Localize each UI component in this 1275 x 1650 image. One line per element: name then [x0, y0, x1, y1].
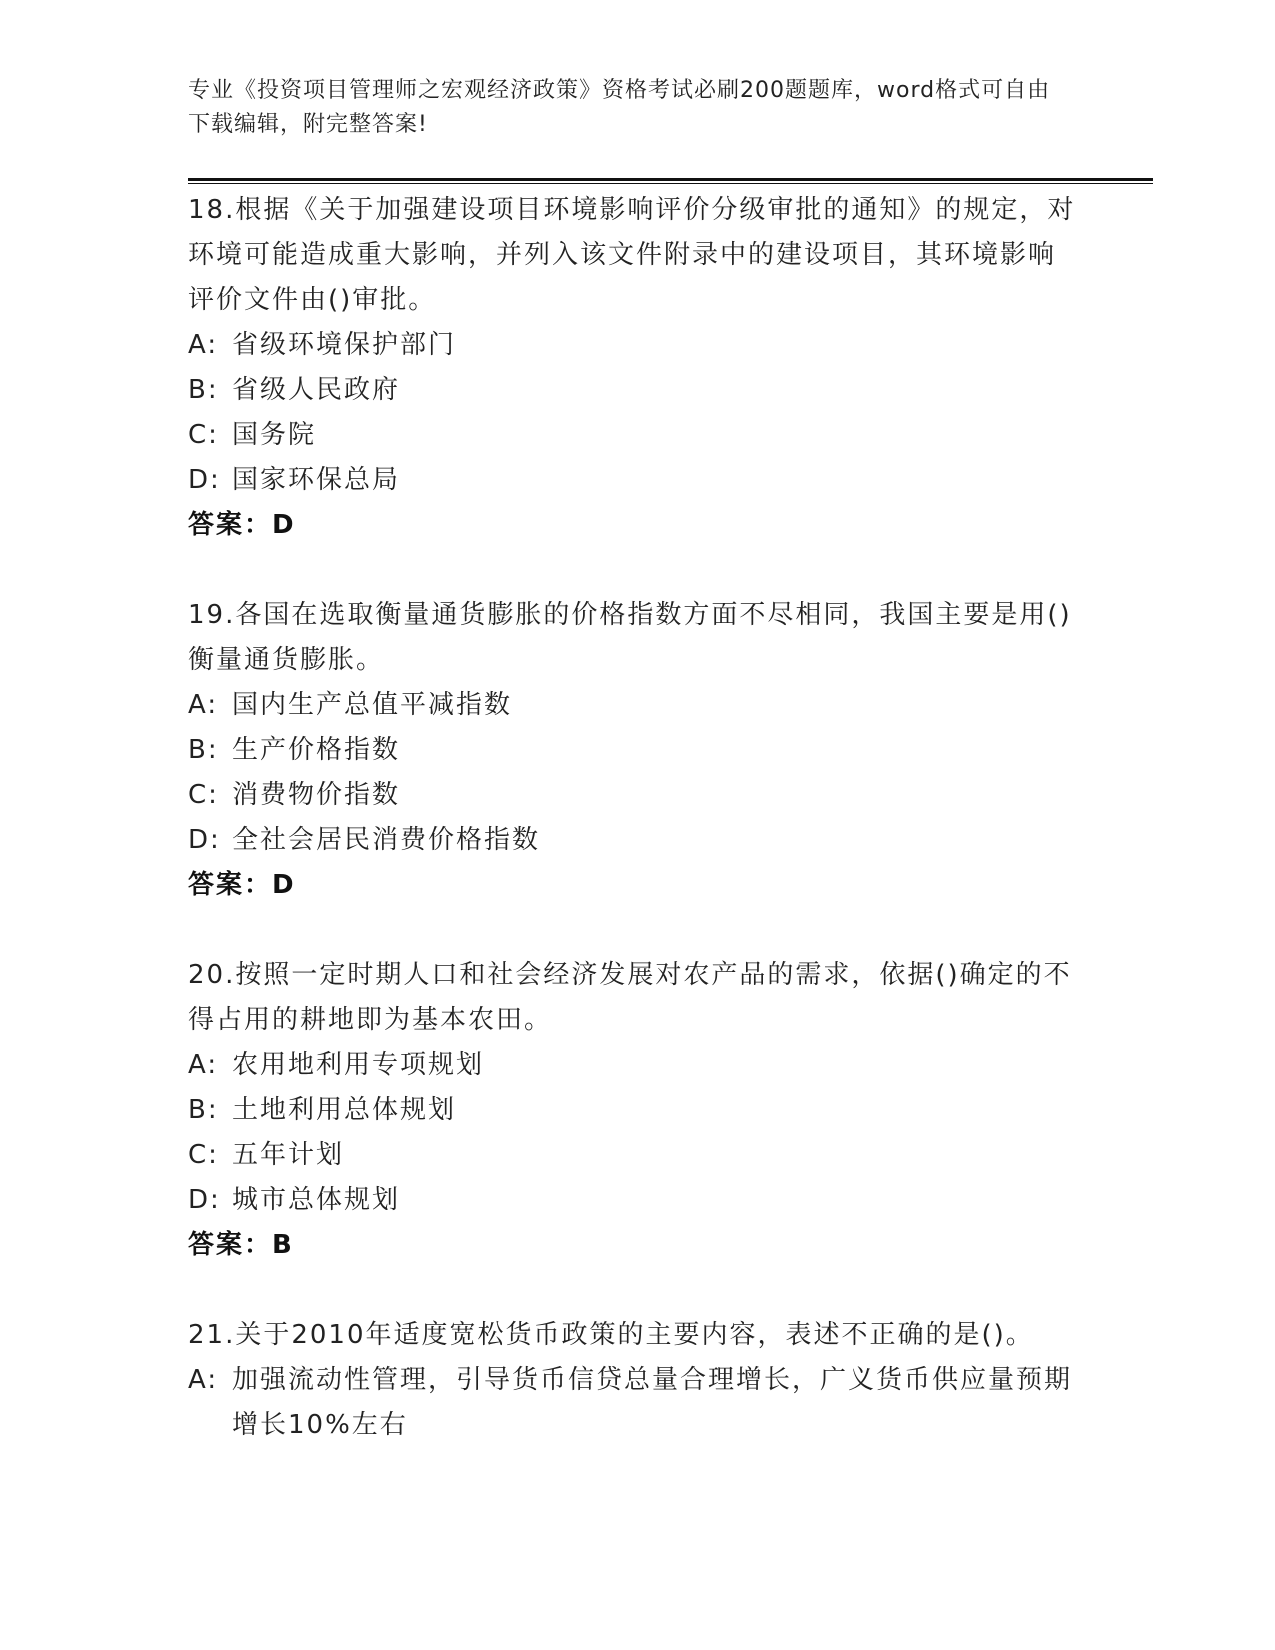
option-b	[188, 1088, 1083, 1133]
option-text: 国内生产总值平减指数	[232, 690, 513, 720]
option-text: 国务院	[232, 420, 317, 450]
option-letter: A:	[188, 1365, 219, 1395]
option-text: 城市总体规划	[232, 1185, 401, 1215]
document-header	[188, 74, 1068, 142]
option-letter: C:	[188, 1140, 219, 1170]
header-divider-thick	[188, 178, 1153, 181]
option-a	[188, 683, 1083, 728]
header-divider-thin	[188, 183, 1153, 184]
option-a	[188, 323, 1083, 368]
option-text: 全社会居民消费价格指数	[232, 825, 541, 855]
answer-value: D	[272, 870, 296, 900]
option-c	[188, 1133, 1083, 1178]
option-b	[188, 728, 1083, 773]
answer-label: 答案：	[188, 1230, 273, 1260]
question-20	[188, 953, 1083, 1268]
answer-label: 答案：	[188, 510, 273, 540]
option-letter: D:	[188, 1185, 221, 1215]
option-text: 国家环保总局	[232, 465, 401, 495]
question-21	[188, 1313, 1083, 1448]
option-a	[188, 1358, 1083, 1448]
option-letter: D:	[188, 465, 221, 495]
question-stem: 21.关于2010年适度宽松货币政策的主要内容，表述不正确的是()。	[188, 1320, 1034, 1350]
option-letter: A:	[188, 690, 219, 720]
option-d	[188, 1178, 1083, 1223]
question-list	[188, 188, 1083, 1493]
option-c	[188, 773, 1083, 818]
option-letter: B:	[188, 1095, 219, 1125]
option-letter: B:	[188, 735, 219, 765]
question-stem: 19.各国在选取衡量通货膨胀的价格指数方面不尽相同，我国主要是用()衡量通货膨胀。	[188, 600, 1072, 675]
option-a	[188, 1043, 1083, 1088]
option-d	[188, 818, 1083, 863]
option-letter: B:	[188, 375, 219, 405]
option-c	[188, 413, 1083, 458]
answer-value: D	[272, 510, 296, 540]
question-18	[188, 188, 1083, 548]
header-text: 专业《投资项目管理师之宏观经济政策》资格考试必刷200题题库，word格式可自由下载编辑，附完整答案!	[188, 78, 1051, 137]
option-letter: A:	[188, 1050, 219, 1080]
option-text: 农用地利用专项规划	[232, 1050, 485, 1080]
option-text: 生产价格指数	[232, 735, 401, 765]
option-letter: C:	[188, 420, 219, 450]
option-text: 五年计划	[232, 1140, 345, 1170]
option-letter: C:	[188, 780, 219, 810]
option-text: 土地利用总体规划	[232, 1095, 457, 1125]
option-text: 省级环境保护部门	[232, 330, 457, 360]
option-letter: D:	[188, 825, 221, 855]
question-stem: 18.根据《关于加强建设项目环境影响评价分级审批的通知》的规定，对环境可能造成重大影响，并列入该文件附录中的建设项目，其环境影响评价文件由()审批。	[188, 195, 1076, 315]
option-text: 省级人民政府	[232, 375, 401, 405]
question-stem: 20.按照一定时期人口和社会经济发展对农产品的需求，依据()确定的不得占用的耕地即为基本农田。	[188, 960, 1072, 1035]
answer-line	[188, 503, 1083, 548]
option-letter: A:	[188, 330, 219, 360]
question-19	[188, 593, 1083, 908]
answer-value: B	[272, 1230, 294, 1260]
answer-line	[188, 1223, 1083, 1268]
option-d	[188, 458, 1083, 503]
option-text: 消费物价指数	[232, 780, 401, 810]
option-text: 加强流动性管理，引导货币信贷总量合理增长，广义货币供应量预期增长10%左右	[232, 1365, 1073, 1440]
answer-label: 答案：	[188, 870, 273, 900]
answer-line	[188, 863, 1083, 908]
option-b	[188, 368, 1083, 413]
